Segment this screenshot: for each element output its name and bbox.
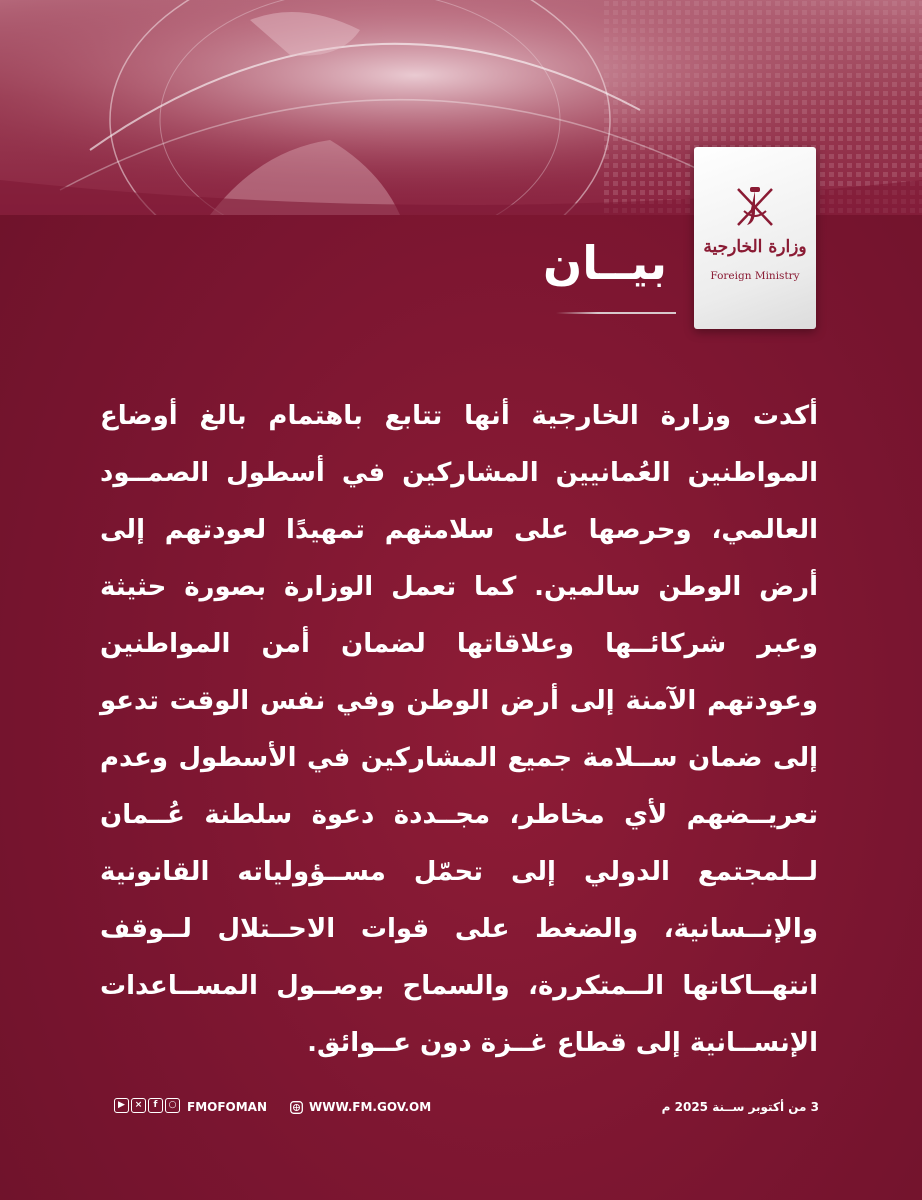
footer <box>0 1096 922 1120</box>
logo-english-text: Foreign Ministry <box>710 270 800 282</box>
ministry-logo <box>694 147 816 329</box>
youtube-icon[interactable]: ▶ <box>114 1098 129 1113</box>
globe-icon <box>290 1101 303 1114</box>
statement-body: أكدت وزارة الخارجية أنها تتابع باهتمام بالغ أوضاع المواطنين العُمانيين المشاركين في أسطول الصمــود العالمي، وحرصها على سلامتهم تمهيدًا لعودتهم إلى أرض الوطن سالمين. كما تعمل الوزارة بصورة حثيثة وعبر شركائــها وعلاقاتها لضمان أمن المواطنين وعودتهم الآمنة إلى أرض الوطن وفي نفس الوقت تدعو إلى ضمان ســلامة جميع المشاركين في الأسطول وعدم تعريــضهم لأي مخاطر، مجــددة دعوة سلطنة عُــمان لــلمجتمع الدولي إلى تحمّل مســؤولياته القانونية والإنــسانية، والضغط على قوات الاحــتلال لــوقف انتهــاكاتها الــمتكررة، والسماح بوصــول المســاعدات الإنســانية إلى قطاع غــزة دون عــوائق. <box>100 401 818 1058</box>
website-text: WWW.FM.GOV.OM <box>309 1100 432 1114</box>
statement-date: 3 من أكتوبر ســنة 2025 م <box>661 1100 819 1114</box>
instagram-icon[interactable]: ○ <box>165 1098 180 1113</box>
khanjar-emblem-icon <box>730 181 780 233</box>
logo-arabic-text: وزارة الخارجية <box>703 237 807 257</box>
social-icons <box>114 1098 182 1113</box>
facebook-icon[interactable]: f <box>148 1098 163 1113</box>
social-handle[interactable]: FMOFOMAN <box>187 1100 268 1114</box>
x-icon[interactable]: × <box>131 1098 146 1113</box>
title-underline <box>556 312 676 314</box>
website-link[interactable] <box>290 1100 431 1114</box>
page-title: بيــان <box>542 236 667 290</box>
